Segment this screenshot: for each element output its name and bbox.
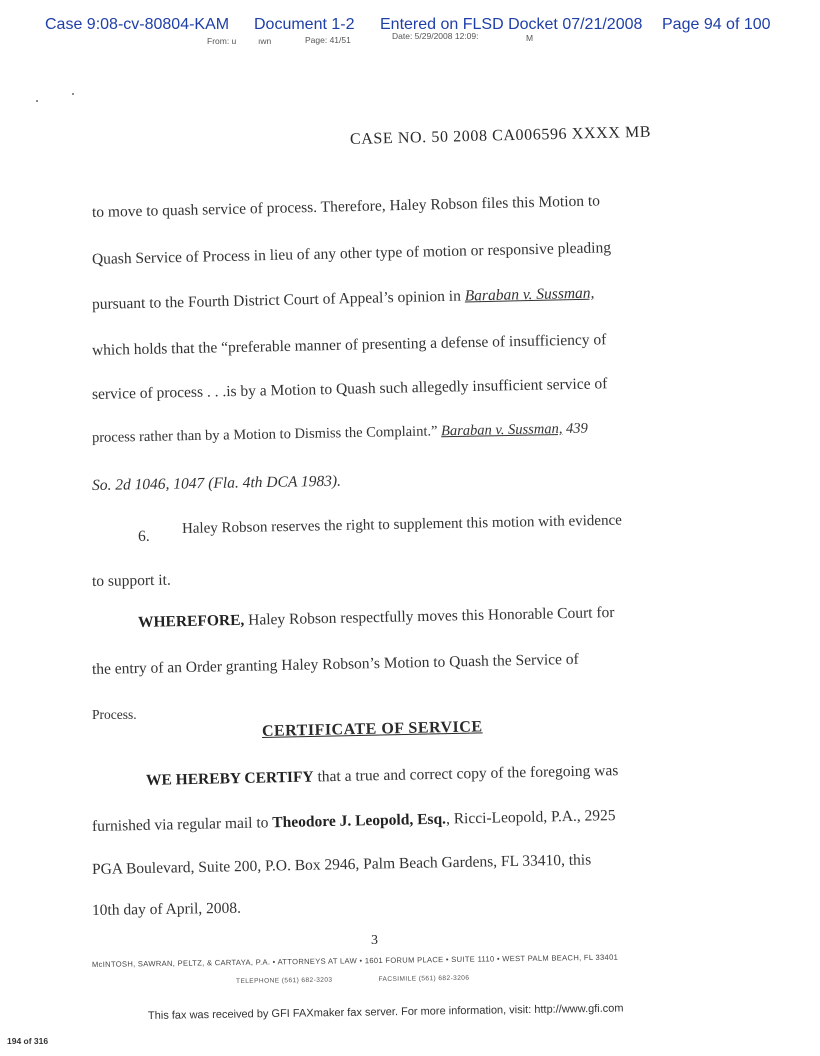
firm-phone-line <box>236 975 470 985</box>
wherefore-line <box>138 604 615 632</box>
scan-speck <box>36 100 38 102</box>
fax-page: Page: 41/51 <box>305 35 351 45</box>
certificate-heading: CERTIFICATE OF SERVICE <box>261 718 483 740</box>
fax-to: ıwn <box>258 36 272 46</box>
body-line: to support it. <box>91 571 171 590</box>
page-number: 3 <box>371 933 378 948</box>
facsimile: FACSIMILE (561) 682-3206 <box>378 974 470 984</box>
telephone: TELEPHONE (561) 682-3203 <box>235 976 333 985</box>
page-counter: 194 of 316 <box>7 1036 49 1046</box>
body-line: which holds that the “preferable manner of presenting a defense of insufficiency of <box>91 331 607 359</box>
body-text: Haley Robson respectfully moves this Honorable Court for <box>244 604 615 629</box>
case-citation: Baraban v. Sussman, <box>464 284 595 305</box>
certificate-line: 10th day of April, 2008. <box>91 899 242 919</box>
ecf-document-number: Document 1-2 <box>254 16 355 33</box>
body-line: to move to quash service of process. Therefore, Haley Robson files this Motion to <box>91 192 601 221</box>
ecf-entered-date: Entered on FLSD Docket 07/21/2008 <box>380 16 643 33</box>
scan-speck <box>72 93 74 95</box>
body-line <box>92 285 595 314</box>
body-line: Quash Service of Process in lieu of any other type of motion or responsive pleading <box>91 239 612 268</box>
fax-date-suffix: M <box>526 33 534 43</box>
body-text: process rather than by a Motion to Dismiss the Complaint.” <box>91 423 442 446</box>
citation-volume: 439 <box>562 420 588 437</box>
body-text: pursuant to the Fourth District Court of Appeal’s opinion in <box>91 287 465 313</box>
citation-reporter: So. 2d 1046, 1047 (Fla. 4th DCA 1983). <box>91 472 342 494</box>
case-number: CASE NO. 50 2008 CA006596 XXXX MB <box>349 123 652 148</box>
certificate-line: PGA Boulevard, Suite 200, P.O. Box 2946, Palm Beach Gardens, FL 33410, this <box>91 851 592 878</box>
fax-date: Date: 5/29/2008 12:09: <box>392 31 479 41</box>
body-text: furnished via regular mail to <box>91 814 273 835</box>
case-citation: Baraban v. Sussman, <box>440 420 563 440</box>
body-line: service of process . . .is by a Motion to Quash such allegedly insufficient service of <box>91 375 608 403</box>
paragraph-number: 6. <box>137 527 150 545</box>
body-line: the entry of an Order granting Haley Robson’s Motion to Quash the Service of <box>91 650 579 678</box>
body-text: , Ricci-Leopold, P.A., 2925 <box>445 807 616 828</box>
certify-label: WE HEREBY CERTIFY <box>145 768 314 789</box>
fax-server-footer: This fax was received by GFI FAXmaker fax server. For more information, visit: http://www.gfi.com <box>147 1002 624 1022</box>
ecf-case-number: Case 9:08-cv-80804-KAM <box>45 16 230 33</box>
paragraph-text: Haley Robson reserves the right to supplement this motion with evidence <box>181 512 622 537</box>
body-text: that a true and correct copy of the foregoing was <box>313 762 619 786</box>
wherefore-label: WHEREFORE, <box>137 611 245 631</box>
body-line <box>92 420 588 447</box>
certificate-line <box>92 807 616 836</box>
certificate-line <box>146 762 619 790</box>
recipient-name: Theodore J. Leopold, Esq. <box>272 810 447 832</box>
body-line: Process. <box>92 707 137 722</box>
ecf-page-number: Page 94 of 100 <box>662 16 771 33</box>
fax-from: From: u <box>207 36 237 46</box>
firm-footer: McINTOSH, SAWRAN, PELTZ, & CARTAYA, P.A. • ATTORNEYS AT LAW • 1601 FORUM PLACE • SUITE 1110 • WEST PALM BEACH, FL 33401 <box>91 952 619 969</box>
